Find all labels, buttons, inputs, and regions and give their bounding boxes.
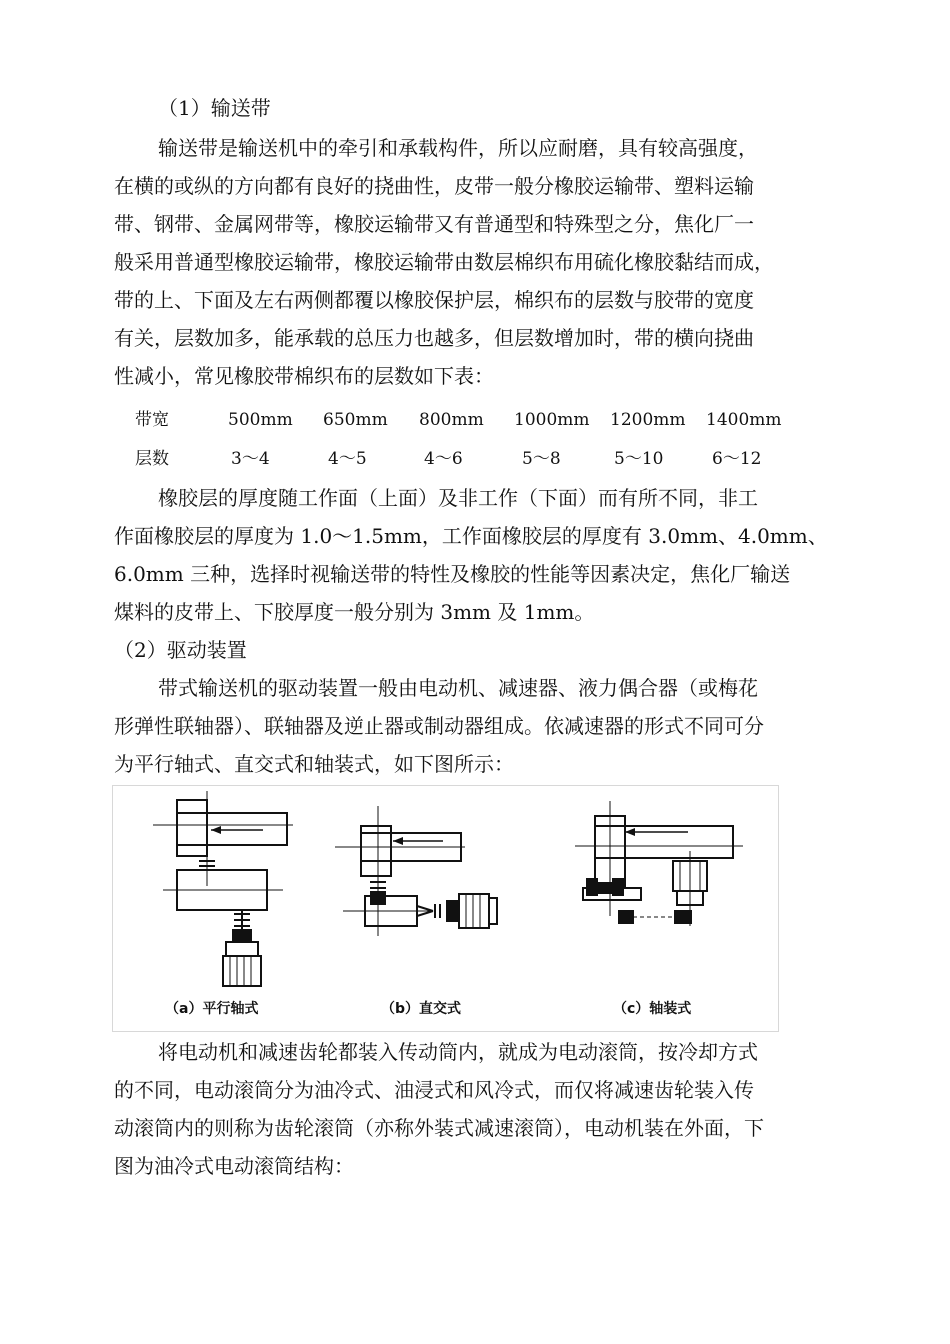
figure-caption-c: （c）轴装式 [613, 1001, 692, 1017]
paragraph-line: 的不同，电动滚筒分为油冷式、油浸式和风冷式，而仅将减速齿轮装入传 [114, 1078, 754, 1102]
diagram-right-angle [335, 806, 497, 936]
table-cell: 1000mm [514, 410, 590, 430]
section-heading-drive-unit: （2）驱动装置 [114, 638, 247, 662]
table-cell: 500mm [228, 410, 293, 430]
paragraph-line: 作面橡胶层的厚度为 1.0～1.5mm，工作面橡胶层的厚度有 3.0mm、4.0mm、 [114, 524, 828, 548]
paragraph-line: 在横的或纵的方向都有良好的挠曲性，皮带一般分橡胶运输带、塑料运输 [114, 174, 754, 198]
paragraph-line: 带式输送机的驱动装置一般由电动机、减速器、液力偶合器（或梅花 [158, 676, 758, 700]
figure-caption-b: （b）直交式 [381, 1001, 462, 1017]
paragraph-line: 为平行轴式、直交式和轴装式，如下图所示： [114, 752, 514, 776]
table-cell: 4～5 [328, 449, 367, 469]
table-cell: 1200mm [610, 410, 686, 430]
table-cell: 5～8 [522, 449, 561, 469]
paragraph-line: 性减小，常见橡胶带棉织布的层数如下表： [114, 364, 494, 388]
paragraph-line: 将电动机和减速齿轮都装入传动筒内，就成为电动滚筒，按冷却方式 [158, 1040, 758, 1064]
paragraph-line: 输送带是输送机中的牵引和承载构件，所以应耐磨，具有较高强度， [158, 136, 758, 160]
table-cell: 650mm [323, 410, 388, 430]
drive-diagrams [113, 786, 778, 1031]
table-cell: 800mm [419, 410, 484, 430]
paragraph-line: 有关，层数加多，能承载的总压力也越多，但层数增加时，带的横向挠曲 [114, 326, 754, 350]
table-cell: 5～10 [614, 449, 664, 469]
paragraph-line: 橡胶层的厚度随工作面（上面）及非工作（下面）而有所不同，非工 [158, 486, 758, 510]
paragraph-line: 动滚筒内的则称为齿轮滚筒（亦称外装式减速滚筒），电动机装在外面，下 [114, 1116, 764, 1140]
diagram-shaft-mounted [575, 801, 743, 926]
table-cell: 4～6 [424, 449, 463, 469]
paragraph-line: 般采用普通型橡胶运输带，橡胶运输带由数层棉织布用硫化橡胶黏结而成， [114, 250, 774, 274]
table-cell: 3～4 [231, 449, 270, 469]
paragraph-line: 带、钢带、金属网带等，橡胶运输带又有普通型和特殊型之分，焦化厂一 [114, 212, 754, 236]
paragraph-line: 6.0mm 三种，选择时视输送带的特性及橡胶的性能等因素决定，焦化厂输送 [114, 562, 791, 586]
paragraph-line: 带的上、下面及左右两侧都覆以橡胶保护层，棉织布的层数与胶带的宽度 [114, 288, 754, 312]
section-heading-conveyor-belt: （1）输送带 [158, 96, 271, 120]
table-cell: 6～12 [712, 449, 762, 469]
table-cell: 层数 [135, 449, 169, 469]
diagram-parallel-shaft [153, 791, 293, 986]
drive-arrangement-figure [112, 785, 779, 1032]
table-cell: 带宽 [135, 410, 169, 430]
paragraph-line: 图为油冷式电动滚筒结构： [114, 1154, 354, 1178]
table-cell: 1400mm [706, 410, 782, 430]
paragraph-line: 煤料的皮带上、下胶厚度一般分别为 3mm 及 1mm。 [114, 600, 595, 624]
paragraph-line: 形弹性联轴器）、联轴器及逆止器或制动器组成。依减速器的形式不同可分 [114, 714, 764, 738]
figure-caption-a: （a）平行轴式 [165, 1001, 259, 1017]
